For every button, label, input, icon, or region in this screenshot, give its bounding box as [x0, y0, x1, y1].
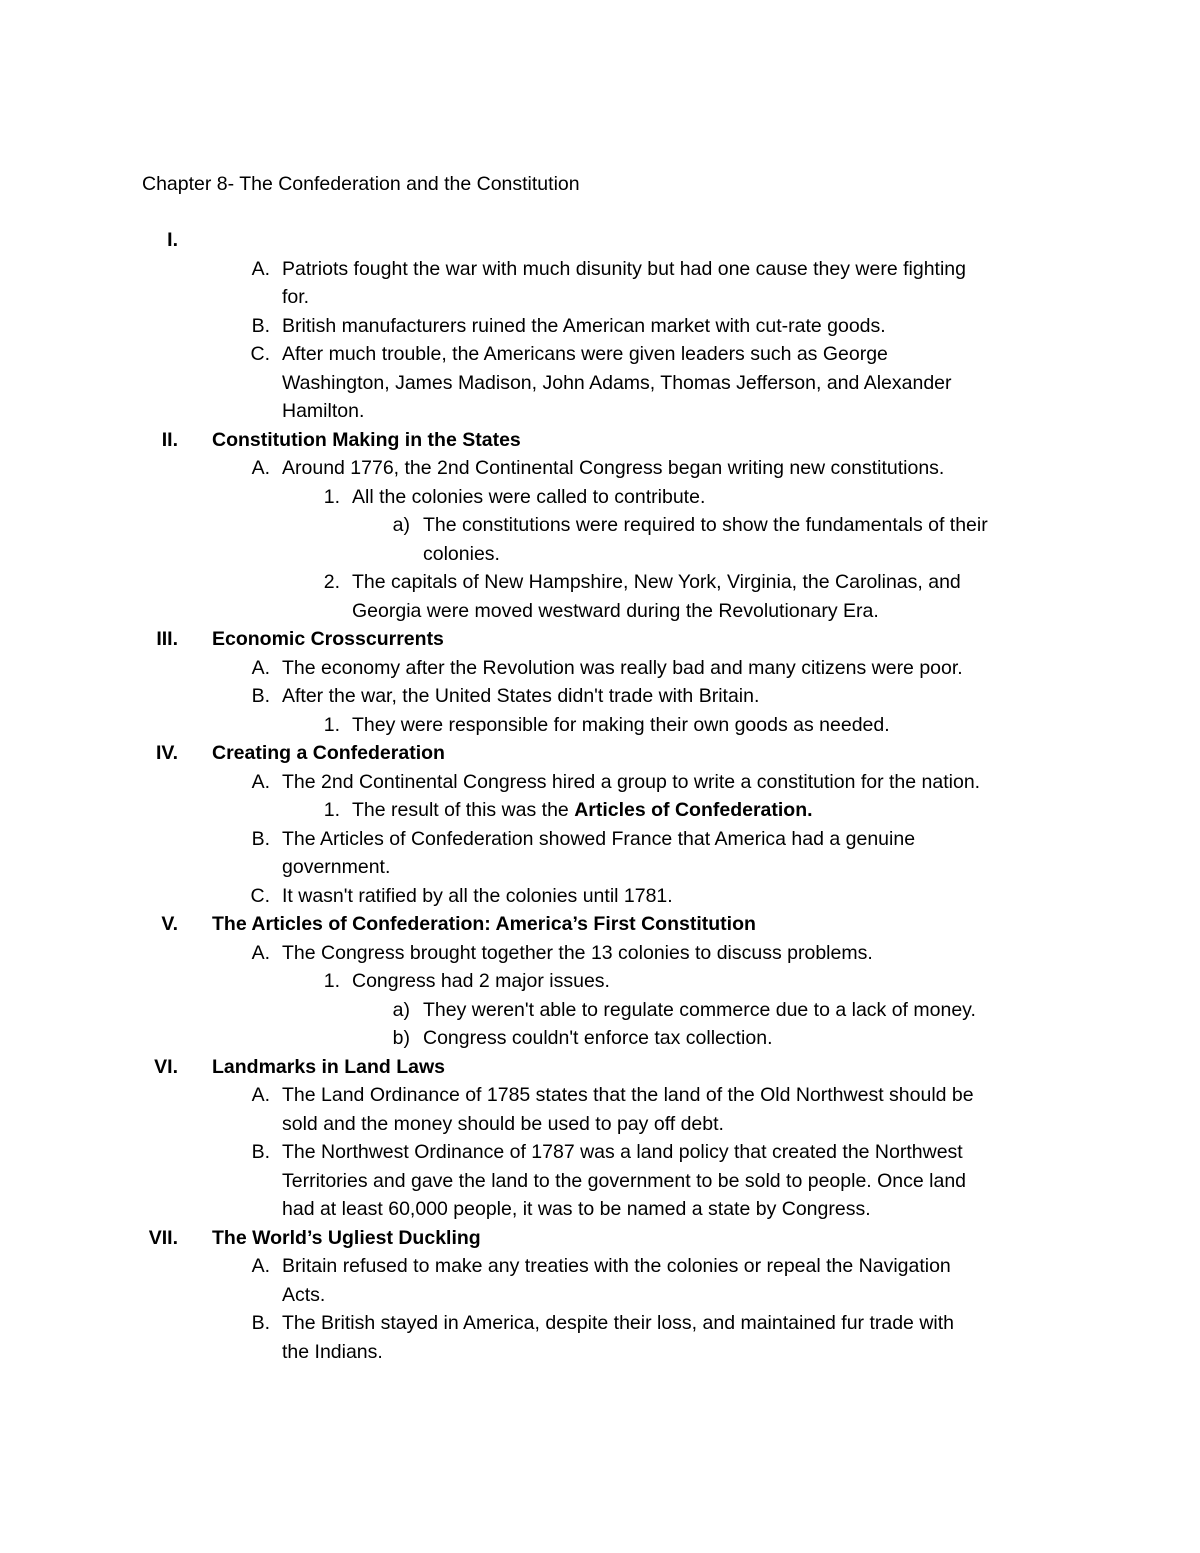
outline-item — [0, 454, 1200, 483]
item-text-line: sold and the money should be used to pay off debt. — [282, 1112, 724, 1135]
outline-item — [0, 711, 1200, 740]
section-heading — [0, 739, 1200, 768]
item-text-line: They weren't able to regulate commerce due to a lack of money. — [423, 998, 976, 1021]
letter-marker: B. — [251, 1312, 270, 1334]
number-marker: 1. — [323, 970, 340, 992]
item-text-line: the Indians. — [282, 1340, 383, 1363]
item-text-line: Patriots fought the war with much disunity but had one cause they were fighting — [282, 257, 966, 280]
letter-marker: A. — [251, 1084, 270, 1106]
outline-item — [0, 768, 1200, 797]
item-text-line: The Congress brought together the 13 colonies to discuss problems. — [282, 941, 873, 964]
letter-marker: A. — [251, 656, 270, 679]
outline — [0, 226, 1200, 1366]
roman-numeral: VII. — [148, 1226, 178, 1249]
item-text-line: for. — [282, 286, 310, 308]
letter-marker: A. — [251, 1255, 270, 1277]
item-text-line: The constitutions were required to show the fundamentals of their — [423, 514, 988, 536]
outline-item — [0, 1024, 1200, 1053]
outline-item — [0, 483, 1200, 512]
section-heading-text: The Articles of Confederation: America’s First Constitution — [212, 913, 756, 935]
item-text-line: Around 1776, the 2nd Continental Congress began writing new constitutions. — [282, 457, 945, 479]
item-text-line: The capitals of New Hampshire, New York, Virginia, the Carolinas, and — [352, 571, 961, 593]
section-heading-text: Landmarks in Land Laws — [212, 1055, 445, 1078]
letter-marker: B. — [251, 685, 270, 707]
roman-numeral: II. — [161, 428, 178, 451]
outline-item — [0, 568, 1200, 625]
outline-item — [0, 967, 1200, 996]
item-text-line: The Articles of Confederation showed France that America had a genuine — [282, 827, 916, 850]
item-text-line: The Northwest Ordinance of 1787 was a land policy that created the Northwest — [282, 1141, 963, 1163]
item-text-line: The economy after the Revolution was really bad and many citizens were poor. — [282, 656, 963, 679]
item-text-prefix: The result of this was the — [352, 799, 575, 821]
subletter-marker: a) — [392, 514, 410, 536]
outline-item — [0, 1138, 1200, 1224]
item-text-line: had at least 60,000 people, it was to be named a state by Congress. — [282, 1198, 871, 1220]
section-heading-text: Constitution Making in the States — [212, 428, 521, 451]
letter-marker: C. — [250, 343, 270, 365]
outline-item — [0, 654, 1200, 683]
outline-item — [0, 996, 1200, 1025]
item-text-line: The Land Ordinance of 1785 states that the land of the Old Northwest should be — [282, 1084, 974, 1106]
outline-item — [0, 882, 1200, 911]
number-marker: 1. — [323, 485, 340, 508]
roman-numeral: V. — [161, 913, 178, 935]
outline-item — [0, 255, 1200, 312]
outline-item — [0, 1252, 1200, 1309]
section-heading-text: The World’s Ugliest Duckling — [212, 1226, 481, 1249]
item-text-line: Territories and gave the land to the government to be sold to people. Once land — [282, 1169, 967, 1192]
letter-marker: A. — [251, 457, 270, 479]
item-text-line: Georgia were moved westward during the Revolutionary Era. — [352, 599, 879, 622]
item-text-line — [352, 796, 1200, 825]
item-text-line: Britain refused to make any treaties with the colonies or repeal the Navigation — [282, 1255, 951, 1277]
item-text-line: Congress had 2 major issues. — [352, 970, 610, 992]
item-text-line: Acts. — [282, 1283, 326, 1306]
item-text-line: They were responsible for making their own goods as needed. — [352, 713, 890, 736]
item-text-line: colonies. — [423, 542, 500, 565]
item-text-line: It wasn't ratified by all the colonies until 1781. — [282, 884, 673, 907]
letter-marker: C. — [250, 884, 270, 907]
subletter-marker: a) — [392, 998, 410, 1021]
number-marker: 1. — [323, 713, 340, 736]
item-text-line: government. — [282, 856, 391, 878]
subletter-marker: b) — [392, 1027, 410, 1049]
section-heading-text: Economic Crosscurrents — [212, 628, 444, 650]
number-marker: 1. — [323, 799, 340, 821]
outline-item — [0, 312, 1200, 341]
letter-marker: B. — [251, 827, 270, 850]
outline-item — [0, 825, 1200, 882]
item-text-line: The British stayed in America, despite their loss, and maintained fur trade with — [282, 1312, 954, 1334]
outline-item — [0, 796, 1200, 825]
section-heading — [0, 226, 1200, 255]
item-text-line: British manufacturers ruined the American market with cut-rate goods. — [282, 314, 886, 337]
item-text-line: Washington, James Madison, John Adams, Thomas Jefferson, and Alexander — [282, 371, 952, 394]
articles-of-confederation-emphasis: Articles of Confederation. — [574, 799, 813, 821]
letter-marker: B. — [251, 1141, 270, 1163]
outline-item — [0, 682, 1200, 711]
section-heading — [0, 426, 1200, 455]
section-heading-text: Creating a Confederation — [212, 742, 445, 764]
section-heading — [0, 625, 1200, 654]
roman-numeral: III. — [156, 628, 178, 650]
item-text-line: After the war, the United States didn't trade with Britain. — [282, 685, 760, 707]
item-text-line: Hamilton. — [282, 400, 365, 422]
document-title: Chapter 8- The Confederation and the Constitution — [142, 173, 580, 195]
outline-item — [0, 1081, 1200, 1138]
letter-marker: A. — [251, 770, 270, 793]
roman-numeral: IV. — [155, 742, 178, 764]
letter-marker: B. — [251, 314, 270, 337]
section-heading — [0, 910, 1200, 939]
letter-marker: A. — [251, 941, 270, 964]
section-heading — [0, 1224, 1200, 1253]
outline-item — [0, 1309, 1200, 1366]
item-text-line: After much trouble, the Americans were given leaders such as George — [282, 343, 888, 365]
item-text-line: The 2nd Continental Congress hired a group to write a constitution for the nation. — [282, 770, 981, 793]
roman-numeral: VI. — [154, 1055, 178, 1078]
outline-item — [0, 511, 1200, 568]
number-marker: 2. — [323, 571, 340, 593]
section-heading — [0, 1053, 1200, 1082]
outline-item — [0, 939, 1200, 968]
outline-item — [0, 340, 1200, 426]
item-text-line: Congress couldn't enforce tax collection. — [423, 1027, 773, 1049]
roman-numeral: I. — [167, 229, 178, 251]
letter-marker: A. — [251, 257, 270, 280]
item-text-line: All the colonies were called to contribute. — [352, 485, 706, 508]
